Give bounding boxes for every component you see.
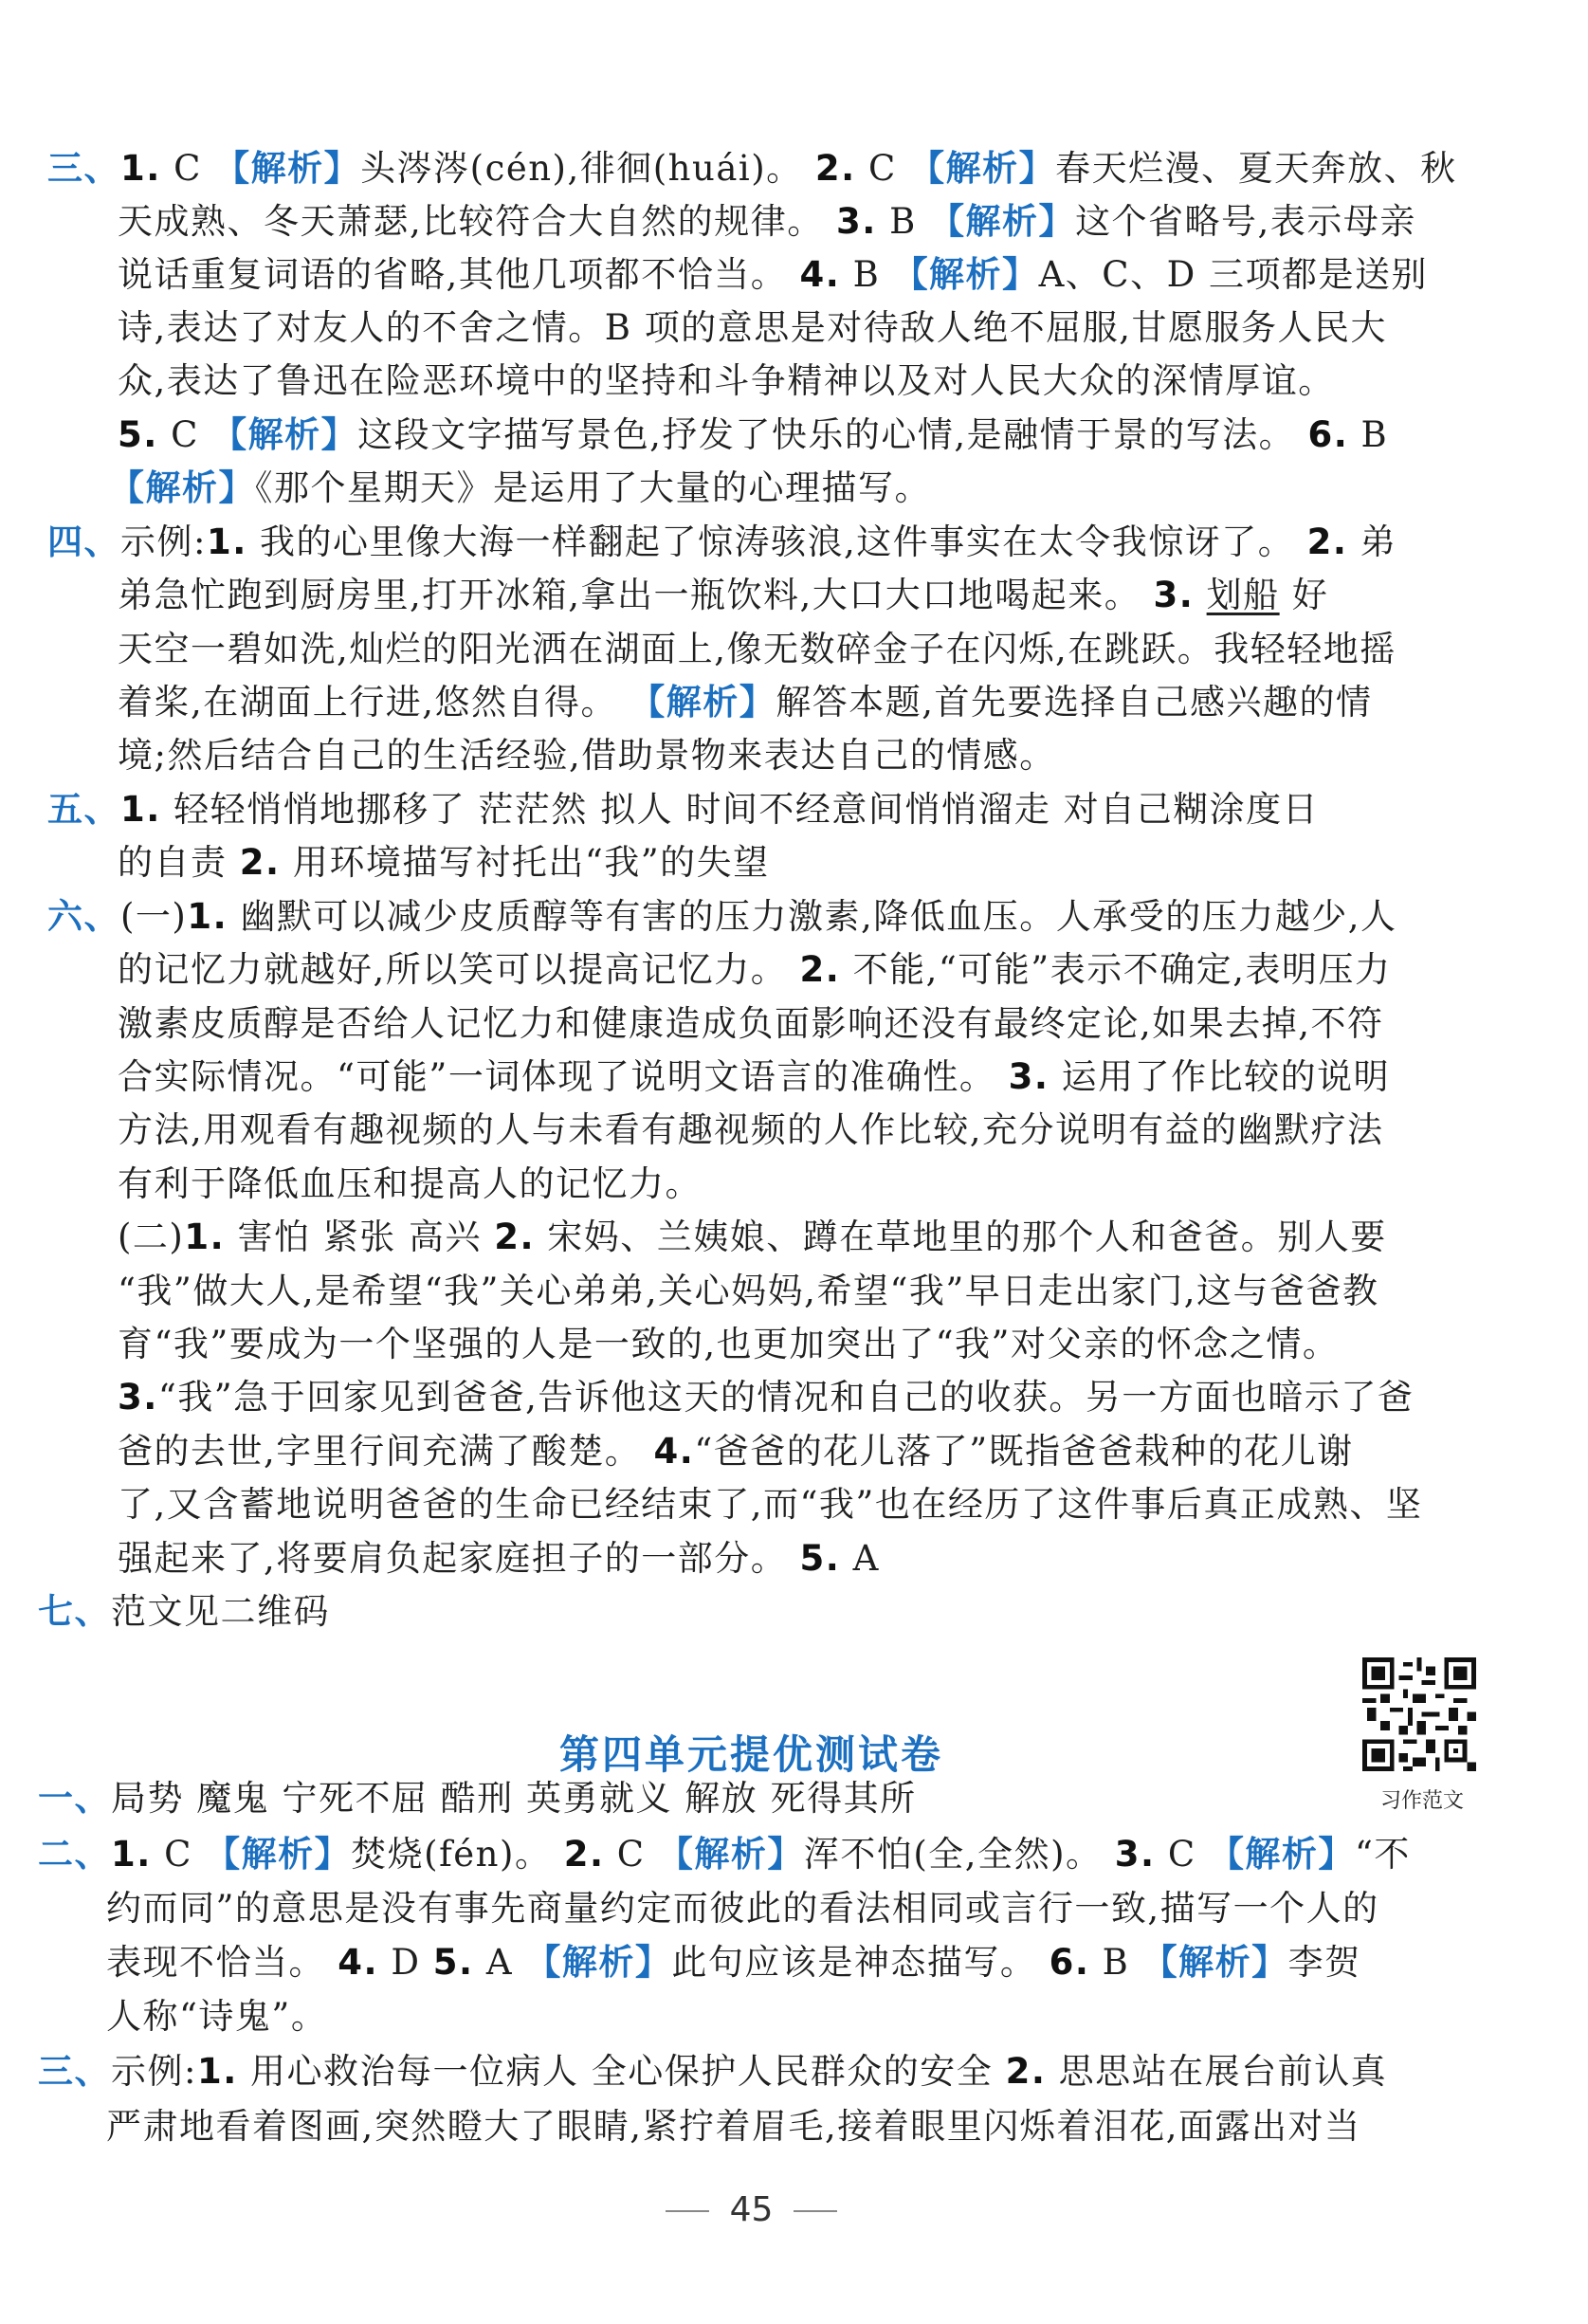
analysis-tag: 【解析】 bbox=[214, 148, 361, 189]
text-line bbox=[118, 360, 1335, 402]
text-span: 头涔涔(cén),徘徊(huái)。 bbox=[360, 148, 815, 189]
text-line bbox=[47, 148, 1457, 190]
text-line bbox=[118, 307, 1387, 349]
text-span: 李贺 bbox=[1287, 1942, 1361, 1983]
question-number: 3. bbox=[1114, 1834, 1156, 1875]
right-dash bbox=[794, 2210, 837, 2212]
analysis-tag: 【解析】 bbox=[630, 682, 776, 723]
text-span: 这个省略号,表示母亲 bbox=[1075, 201, 1416, 242]
analysis-tag: 【解析】 bbox=[892, 254, 1039, 295]
text-line bbox=[38, 1591, 330, 1633]
text-line bbox=[106, 2106, 1361, 2148]
section-title: 第四单元提优测试卷 bbox=[558, 1731, 943, 1778]
text-line bbox=[118, 735, 1056, 777]
text-span: (二) bbox=[118, 1217, 185, 1257]
text-line bbox=[47, 896, 1396, 938]
text-span: 弟急忙跑到厨房里,打开冰箱,拿出一瓶饮料,大口大口地喝起来。 bbox=[118, 575, 1154, 615]
text-line bbox=[118, 1538, 880, 1580]
text-line bbox=[118, 949, 1391, 991]
text-span: 用环境描写衬托出“我”的失望 bbox=[280, 842, 770, 883]
analysis-tag: 【解析】 bbox=[1208, 1834, 1355, 1875]
text-span: 诗,表达了对友人的不舍之情。B 项的意思是对待敌人绝不屈服,甘愿服务人民大 bbox=[118, 307, 1387, 348]
text-span: A bbox=[840, 1538, 880, 1579]
text-line bbox=[47, 789, 1319, 831]
text-span: (一) bbox=[120, 896, 188, 937]
text-line bbox=[109, 467, 931, 509]
section-marker: 四、 bbox=[47, 522, 120, 562]
question-number: 3. bbox=[1008, 1056, 1050, 1097]
text-line bbox=[38, 2051, 1387, 2093]
text-span: 害怕 紧张 高兴 bbox=[225, 1217, 495, 1257]
question-number: 5. bbox=[799, 1538, 841, 1579]
text-line bbox=[118, 1271, 1379, 1312]
analysis-tag: 【解析】 bbox=[1141, 1942, 1288, 1983]
text-line bbox=[118, 842, 770, 884]
section-marker: 一、 bbox=[38, 1778, 111, 1819]
text-line bbox=[118, 629, 1396, 670]
text-line bbox=[38, 1834, 1411, 1876]
text-span: 焚烧(fén)。 bbox=[351, 1834, 564, 1875]
section-marker: 六、 bbox=[47, 896, 120, 937]
text-span: 幽默可以减少皮质醇等有害的压力激素,降低血压。人承受的压力越少,人 bbox=[228, 896, 1397, 937]
analysis-tag: 【解析】 bbox=[909, 148, 1056, 189]
text-span: C bbox=[160, 148, 215, 189]
question-number: 2. bbox=[1306, 522, 1348, 562]
text-span bbox=[1194, 575, 1206, 615]
text-span: C bbox=[855, 148, 910, 189]
text-line bbox=[118, 1484, 1422, 1526]
text-span: 了,又含蓄地说明爸爸的生命已经结束了,而“我”也在经历了这件事后真正成熟、坚 bbox=[118, 1484, 1423, 1525]
question-number: 1. bbox=[184, 1217, 226, 1257]
text-line bbox=[118, 1003, 1384, 1045]
analysis-tag: 【解析】 bbox=[929, 201, 1076, 242]
text-span: 境;然后结合自己的生活经验,借助景物来表达自己的情感。 bbox=[118, 735, 1056, 776]
question-number: 2. bbox=[563, 1834, 605, 1875]
text-span: 约而同”的意思是没有事先商量约定而彼此的看法相同或言行一致,描写一个人的 bbox=[106, 1888, 1379, 1929]
text-span: A、C、D 三项都是送别 bbox=[1038, 254, 1429, 295]
text-span: C bbox=[157, 414, 212, 455]
text-span: “不 bbox=[1354, 1834, 1411, 1875]
page-number bbox=[0, 2190, 1503, 2229]
text-line bbox=[118, 414, 1388, 456]
text-line bbox=[118, 1377, 1414, 1418]
text-span: 局势 魔鬼 宁死不屈 酷刑 英勇就义 解放 死得其所 bbox=[111, 1778, 917, 1819]
text-line bbox=[118, 201, 1416, 243]
section-marker: 二、 bbox=[38, 1834, 111, 1875]
text-span: 思思站在展台前认真 bbox=[1046, 2051, 1388, 2092]
text-span: 育“我”要成为一个坚强的人是一致的,也更加突出了“我”对父亲的怀念之情。 bbox=[118, 1324, 1340, 1364]
text-span: 春天烂漫、夏天奔放、秋 bbox=[1055, 148, 1457, 189]
text-span: 示例: bbox=[120, 522, 207, 562]
question-number: 5. bbox=[118, 414, 158, 455]
text-span: “我”急于回家见到爸爸,告诉他这天的情况和自己的收获。另一方面也暗示了爸 bbox=[157, 1377, 1415, 1418]
text-span: 着桨,在湖面上行进,悠然自得。 bbox=[118, 682, 630, 723]
text-span: 众,表达了鲁迅在险恶环境中的坚持和斗争精神以及对人民大众的深情厚谊。 bbox=[118, 360, 1335, 401]
text-line bbox=[118, 1163, 702, 1205]
text-span: 合实际情况。“可能”一词体现了说明文语言的准确性。 bbox=[118, 1056, 1009, 1097]
qr-code[interactable] bbox=[1362, 1657, 1476, 1771]
text-span: 划船 bbox=[1206, 575, 1280, 615]
text-span: 的自责 bbox=[118, 842, 240, 883]
question-number: 4. bbox=[653, 1431, 695, 1472]
text-span: 爸的去世,字里行间充满了酸楚。 bbox=[118, 1431, 654, 1472]
text-line bbox=[118, 682, 1373, 723]
text-span: “爸爸的花儿落了”既指爸爸栽种的花儿谢 bbox=[694, 1431, 1354, 1472]
question-number: 2. bbox=[799, 949, 841, 990]
text-line bbox=[106, 1942, 1361, 1984]
text-line bbox=[106, 1888, 1379, 1930]
text-span: 表现不恰当。 bbox=[106, 1942, 338, 1983]
text-span: 激素皮质醇是否给人记忆力和健康造成负面影响还没有最终定论,如果去掉,不符 bbox=[118, 1003, 1384, 1044]
text-span: 天空一碧如洗,灿烂的阳光洒在湖面上,像无数碎金子在闪烁,在跳跃。我轻轻地摇 bbox=[118, 629, 1396, 669]
text-span: 说话重复词语的省略,其他几项都不恰当。 bbox=[118, 254, 800, 295]
text-span: 强起来了,将要肩负起家庭担子的一部分。 bbox=[118, 1538, 800, 1579]
text-span: C bbox=[151, 1834, 206, 1875]
question-number: 2. bbox=[239, 842, 281, 883]
text-span: 的记忆力就越好,所以笑可以提高记忆力。 bbox=[118, 949, 800, 990]
analysis-tag: 【解析】 bbox=[211, 414, 358, 455]
text-line bbox=[118, 254, 1428, 296]
text-span: 不能,“可能”表示不确定,表明压力 bbox=[840, 949, 1392, 990]
text-span: 好 bbox=[1279, 575, 1329, 615]
analysis-tag: 【解析】 bbox=[109, 467, 255, 508]
question-number: 5. bbox=[432, 1942, 474, 1983]
text-line bbox=[118, 1217, 1387, 1258]
question-number: 1. bbox=[196, 2051, 238, 2092]
question-number: 1. bbox=[187, 896, 228, 937]
analysis-tag: 【解析】 bbox=[657, 1834, 804, 1875]
text-span: 《那个星期天》是运用了大量的心理描写。 bbox=[255, 467, 931, 508]
text-span: 解答本题,首先要选择自己感兴趣的情 bbox=[776, 682, 1373, 723]
section-marker: 三、 bbox=[47, 148, 120, 189]
text-span: B bbox=[1089, 1942, 1142, 1983]
text-span: B bbox=[840, 254, 893, 295]
qr-label: 习作范文 bbox=[1379, 1789, 1464, 1813]
text-span: 这段文字描写景色,抒发了快乐的心情,是融情于景的写法。 bbox=[357, 414, 1308, 455]
text-line bbox=[118, 1109, 1384, 1151]
text-span: 用心救治每一位病人 全心保护人民群众的安全 bbox=[237, 2051, 1006, 2092]
question-number: 2. bbox=[494, 1217, 536, 1257]
text-span: “我”做大人,是希望“我”关心弟弟,关心妈妈,希望“我”早日走出家门,这与爸爸教 bbox=[118, 1271, 1379, 1311]
text-line bbox=[118, 575, 1328, 616]
question-number: 3. bbox=[118, 1377, 158, 1418]
text-span: C bbox=[604, 1834, 658, 1875]
text-span: 范文见二维码 bbox=[111, 1591, 330, 1632]
section-marker: 七、 bbox=[38, 1591, 111, 1632]
text-span: 宋妈、兰姨娘、蹲在草地里的那个人和爸爸。别人要 bbox=[535, 1217, 1387, 1257]
text-span: D bbox=[378, 1942, 433, 1983]
text-span: 浑不怕(全,全然)。 bbox=[803, 1834, 1115, 1875]
question-number: 3. bbox=[836, 201, 877, 242]
question-number: 6. bbox=[1049, 1942, 1090, 1983]
question-number: 1. bbox=[120, 148, 161, 189]
question-number: 4. bbox=[338, 1942, 379, 1983]
question-number: 3. bbox=[1153, 575, 1195, 615]
text-span: 弟 bbox=[1347, 522, 1397, 562]
text-span: 方法,用观看有趣视频的人与未看有趣视频的人作比较,充分说明有益的幽默疗法 bbox=[118, 1109, 1384, 1150]
text-line bbox=[118, 1431, 1354, 1473]
text-span: B bbox=[876, 201, 930, 242]
page-number-text: 45 bbox=[729, 2190, 774, 2229]
text-line bbox=[47, 522, 1396, 563]
question-number: 1. bbox=[206, 522, 247, 562]
text-span: B bbox=[1348, 414, 1389, 455]
text-span: C bbox=[1155, 1834, 1209, 1875]
text-line bbox=[118, 1324, 1339, 1365]
text-span: 天成熟、冬天萧瑟,比较符合大自然的规律。 bbox=[118, 201, 837, 242]
text-span: 运用了作比较的说明 bbox=[1049, 1056, 1391, 1097]
text-span: 轻轻悄悄地挪移了 茫茫然 拟人 时间不经意间悄悄溜走 对自己糊涂度日 bbox=[160, 789, 1320, 830]
text-span: 严肃地看着图画,突然瞪大了眼睛,紧拧着眉毛,接着眼里闪烁着泪花,面露出对当 bbox=[106, 2106, 1361, 2147]
text-span: 此句应该是神态描写。 bbox=[671, 1942, 1050, 1983]
question-number: 1. bbox=[111, 1834, 152, 1875]
text-span: 示例: bbox=[111, 2051, 197, 2092]
text-span: 我的心里像大海一样翻起了惊涛骇浪,这件事实在太令我惊讶了。 bbox=[246, 522, 1307, 562]
text-span: 人称“诗鬼”。 bbox=[106, 1996, 328, 2037]
text-span: 有利于降低血压和提高人的记忆力。 bbox=[118, 1163, 702, 1204]
question-number: 2. bbox=[814, 148, 856, 189]
section-marker: 三、 bbox=[38, 2051, 111, 2092]
section-marker: 五、 bbox=[47, 789, 120, 830]
left-dash bbox=[666, 2210, 709, 2212]
text-line bbox=[118, 1056, 1390, 1098]
text-span: A bbox=[473, 1942, 526, 1983]
question-number: 2. bbox=[1005, 2051, 1047, 2092]
question-number: 1. bbox=[120, 789, 161, 830]
analysis-tag: 【解析】 bbox=[205, 1834, 352, 1875]
question-number: 4. bbox=[799, 254, 841, 295]
analysis-tag: 【解析】 bbox=[525, 1942, 672, 1983]
question-number: 6. bbox=[1307, 414, 1349, 455]
text-line bbox=[38, 1778, 917, 1820]
text-line bbox=[106, 1996, 327, 2038]
